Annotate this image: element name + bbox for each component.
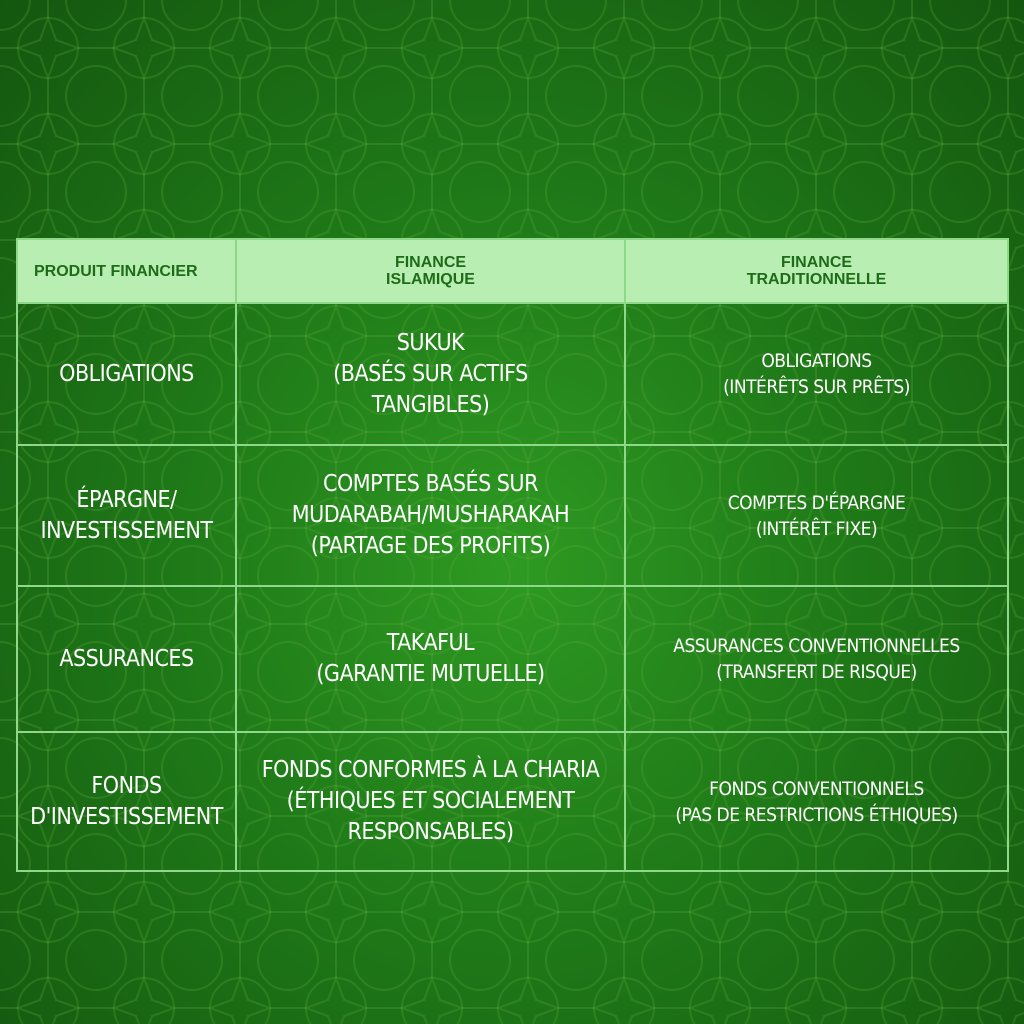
row-islamic: TAKAFUL (GARANTIE MUTUELLE) (236, 586, 625, 732)
comparison-table (16, 238, 1009, 872)
header-traditional: FINANCE TRADITIONNELLE (625, 239, 1008, 303)
row-traditional: ASSURANCES CONVENTIONNELLES (TRANSFERT DE RISQUE) (625, 586, 1008, 732)
header-islamic: FINANCE ISLAMIQUE (236, 239, 625, 303)
table-row (17, 445, 1008, 586)
row-product: FONDS D'INVESTISSEMENT (17, 732, 236, 871)
table-row (17, 303, 1008, 445)
table-row (17, 732, 1008, 871)
row-product: ASSURANCES (17, 586, 236, 732)
header-product: PRODUIT FINANCIER (17, 239, 236, 303)
row-islamic: FONDS CONFORMES À LA CHARIA (ÉTHIQUES ET SOCIALEMENT RESPONSABLES) (236, 732, 625, 871)
row-traditional: OBLIGATIONS (INTÉRÊTS SUR PRÊTS) (625, 303, 1008, 445)
table-row (17, 586, 1008, 732)
row-islamic: SUKUK (BASÉS SUR ACTIFS TANGIBLES) (236, 303, 625, 445)
table-header-row (17, 239, 1008, 303)
row-product: OBLIGATIONS (17, 303, 236, 445)
row-traditional: COMPTES D'ÉPARGNE (INTÉRÊT FIXE) (625, 445, 1008, 586)
row-islamic: COMPTES BASÉS SUR MUDARABAH/MUSHARAKAH (PARTAGE DES PROFITS) (236, 445, 625, 586)
row-product: ÉPARGNE/ INVESTISSEMENT (17, 445, 236, 586)
row-traditional: FONDS CONVENTIONNELS (PAS DE RESTRICTIONS ÉTHIQUES) (625, 732, 1008, 871)
